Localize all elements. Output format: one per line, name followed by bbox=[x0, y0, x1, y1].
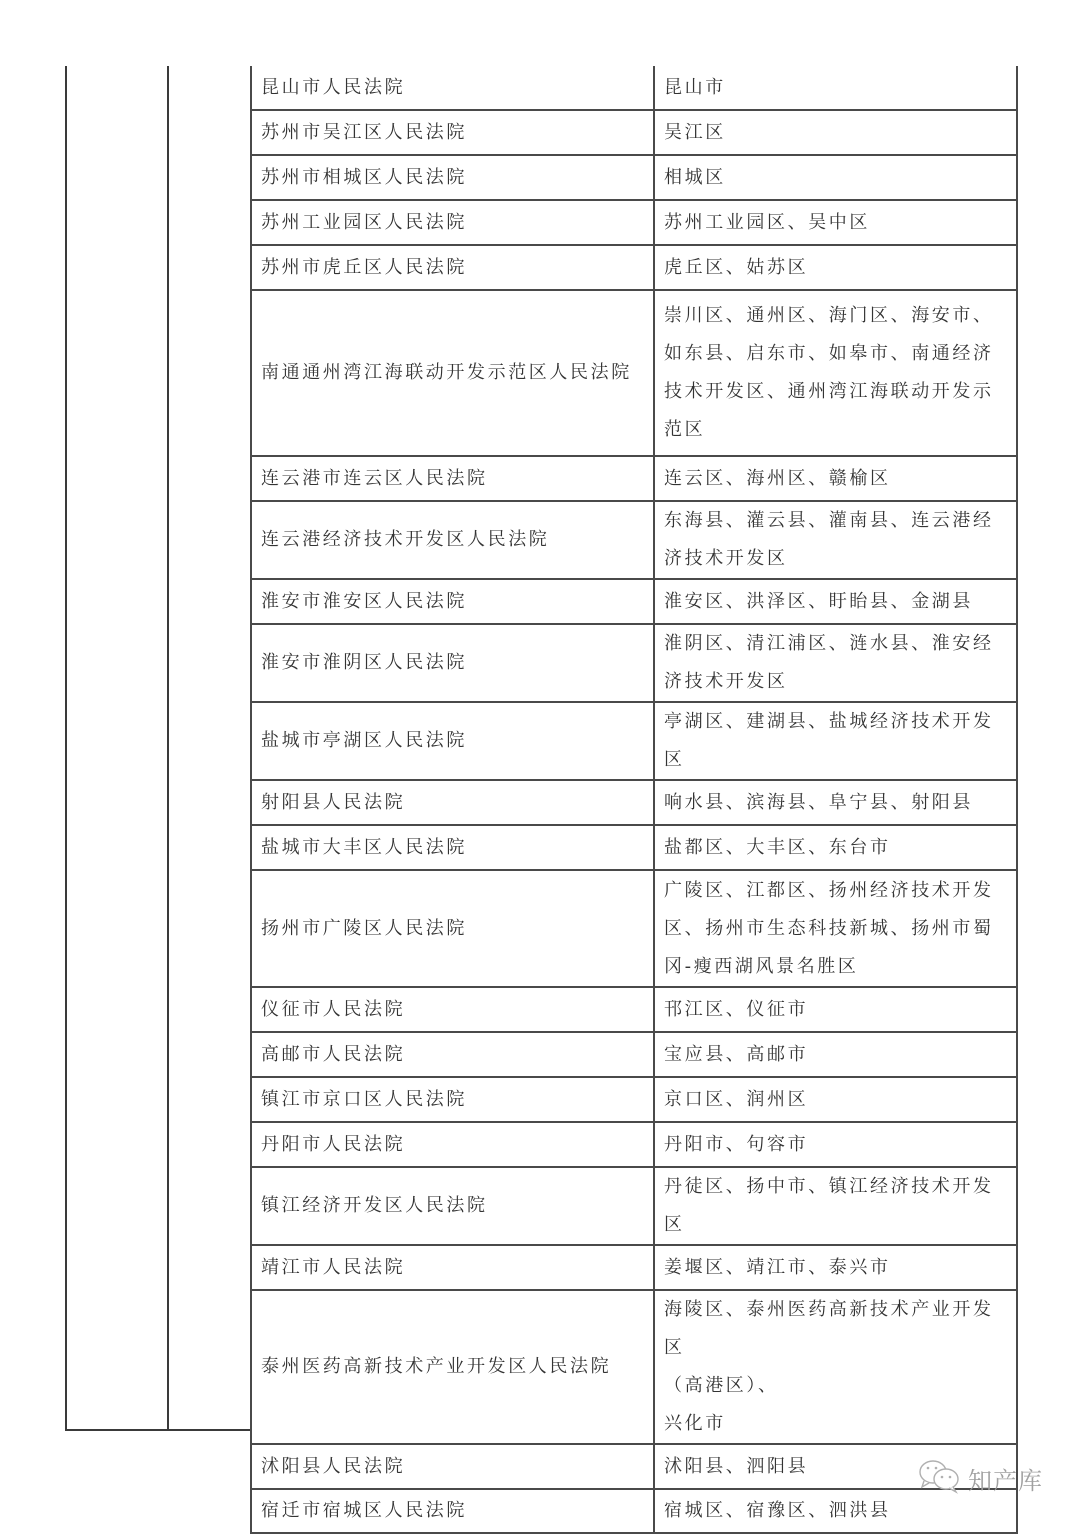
court-jurisdiction-table-wrap bbox=[250, 66, 1014, 1534]
table-row bbox=[251, 987, 1017, 1032]
table-row bbox=[251, 780, 1017, 825]
jurisdiction-area-cell bbox=[654, 1290, 1017, 1444]
table-row bbox=[251, 1245, 1017, 1290]
court-name-cell: 盐城市大丰区人民法院 bbox=[251, 825, 654, 870]
jurisdiction-area-line: 兴化市 bbox=[664, 1413, 726, 1434]
court-name-cell: 淮安市淮阴区人民法院 bbox=[251, 624, 654, 702]
jurisdiction-area-line: （高港区）、 bbox=[664, 1375, 779, 1396]
jurisdiction-area-cell: 淮阴区、清江浦区、涟水县、淮安经济技术开发区 bbox=[654, 624, 1017, 702]
jurisdiction-area-cell: 京口区、润州区 bbox=[654, 1077, 1017, 1122]
jurisdiction-area-cell: 连云区、海州区、赣榆区 bbox=[654, 456, 1017, 501]
court-name-cell: 沭阳县人民法院 bbox=[251, 1444, 654, 1489]
jurisdiction-area-cell: 宝应县、高邮市 bbox=[654, 1032, 1017, 1077]
court-jurisdiction-table bbox=[250, 66, 1018, 1534]
jurisdiction-area-cell: 盐都区、大丰区、东台市 bbox=[654, 825, 1017, 870]
table-row bbox=[251, 456, 1017, 501]
court-name-cell: 高邮市人民法院 bbox=[251, 1032, 654, 1077]
table-row bbox=[251, 1077, 1017, 1122]
court-name-cell: 南通通州湾江海联动开发示范区人民法院 bbox=[251, 290, 654, 456]
wechat-icon bbox=[918, 1458, 962, 1498]
table-row bbox=[251, 110, 1017, 155]
table-row bbox=[251, 624, 1017, 702]
jurisdiction-area-cell: 虎丘区、姑苏区 bbox=[654, 245, 1017, 290]
jurisdiction-area-line: 海陵区、泰州医药高新技术产业开发区 bbox=[664, 1299, 994, 1358]
table-row bbox=[251, 1290, 1017, 1444]
table-row bbox=[251, 155, 1017, 200]
court-name-cell: 昆山市人民法院 bbox=[251, 66, 654, 110]
court-name-cell: 苏州市相城区人民法院 bbox=[251, 155, 654, 200]
table-row bbox=[251, 825, 1017, 870]
jurisdiction-area-cell: 丹徒区、扬中市、镇江经济技术开发区 bbox=[654, 1167, 1017, 1245]
court-name-cell: 镇江经济开发区人民法院 bbox=[251, 1167, 654, 1245]
watermark-text: 知产库 bbox=[968, 1466, 1043, 1495]
jurisdiction-area-cell: 响水县、滨海县、阜宁县、射阳县 bbox=[654, 780, 1017, 825]
table-row bbox=[251, 579, 1017, 624]
jurisdiction-area-cell: 淮安区、洪泽区、盱眙县、金湖县 bbox=[654, 579, 1017, 624]
jurisdiction-area-cell: 丹阳市、句容市 bbox=[654, 1122, 1017, 1167]
court-name-cell: 苏州工业园区人民法院 bbox=[251, 200, 654, 245]
table-outer-left-border bbox=[65, 66, 67, 1431]
watermark bbox=[918, 1458, 1043, 1498]
table-row bbox=[251, 290, 1017, 456]
table-row bbox=[251, 1489, 1017, 1533]
table-row bbox=[251, 1122, 1017, 1167]
court-name-cell: 苏州市吴江区人民法院 bbox=[251, 110, 654, 155]
jurisdiction-area-cell: 吴江区 bbox=[654, 110, 1017, 155]
jurisdiction-area-cell: 东海县、灌云县、灌南县、连云港经济技术开发区 bbox=[654, 501, 1017, 579]
table-row bbox=[251, 1032, 1017, 1077]
table-row bbox=[251, 870, 1017, 987]
court-name-cell: 射阳县人民法院 bbox=[251, 780, 654, 825]
court-name-cell: 连云港市连云区人民法院 bbox=[251, 456, 654, 501]
court-name-cell: 盐城市亭湖区人民法院 bbox=[251, 702, 654, 780]
court-name-cell: 扬州市广陵区人民法院 bbox=[251, 870, 654, 987]
table-row bbox=[251, 245, 1017, 290]
jurisdiction-area-cell: 沭阳县、泗阳县 bbox=[654, 1444, 1017, 1489]
court-name-cell: 淮安市淮安区人民法院 bbox=[251, 579, 654, 624]
court-name-cell: 苏州市虎丘区人民法院 bbox=[251, 245, 654, 290]
table-row bbox=[251, 200, 1017, 245]
table-row bbox=[251, 1444, 1017, 1489]
table-body bbox=[251, 66, 1017, 1533]
court-name-cell: 泰州医药高新技术产业开发区人民法院 bbox=[251, 1290, 654, 1444]
court-name-cell: 镇江市京口区人民法院 bbox=[251, 1077, 654, 1122]
jurisdiction-area-cell: 相城区 bbox=[654, 155, 1017, 200]
table-row bbox=[251, 1167, 1017, 1245]
table-row bbox=[251, 702, 1017, 780]
table-bottom-border-left bbox=[66, 1429, 252, 1431]
table-row bbox=[251, 66, 1017, 110]
jurisdiction-area-cell: 邗江区、仪征市 bbox=[654, 987, 1017, 1032]
jurisdiction-area-cell: 广陵区、江都区、扬州经济技术开发区、扬州市生态科技新城、扬州市蜀冈-瘦西湖风景名胜区 bbox=[654, 870, 1017, 987]
court-name-cell: 连云港经济技术开发区人民法院 bbox=[251, 501, 654, 579]
jurisdiction-area-cell: 苏州工业园区、吴中区 bbox=[654, 200, 1017, 245]
table-column-divider-1 bbox=[167, 66, 169, 1431]
jurisdiction-area-cell: 宿城区、宿豫区、泗洪县 bbox=[654, 1489, 1017, 1533]
court-name-cell: 仪征市人民法院 bbox=[251, 987, 654, 1032]
table-row bbox=[251, 501, 1017, 579]
court-name-cell: 靖江市人民法院 bbox=[251, 1245, 654, 1290]
court-name-cell: 宿迁市宿城区人民法院 bbox=[251, 1489, 654, 1533]
jurisdiction-area-cell: 崇川区、通州区、海门区、海安市、如东县、启东市、如皋市、南通经济技术开发区、通州湾江海联动开发示范区 bbox=[654, 290, 1017, 456]
jurisdiction-area-cell: 亭湖区、建湖县、盐城经济技术开发区 bbox=[654, 702, 1017, 780]
jurisdiction-area-cell: 昆山市 bbox=[654, 66, 1017, 110]
court-name-cell: 丹阳市人民法院 bbox=[251, 1122, 654, 1167]
jurisdiction-area-cell: 姜堰区、靖江市、泰兴市 bbox=[654, 1245, 1017, 1290]
